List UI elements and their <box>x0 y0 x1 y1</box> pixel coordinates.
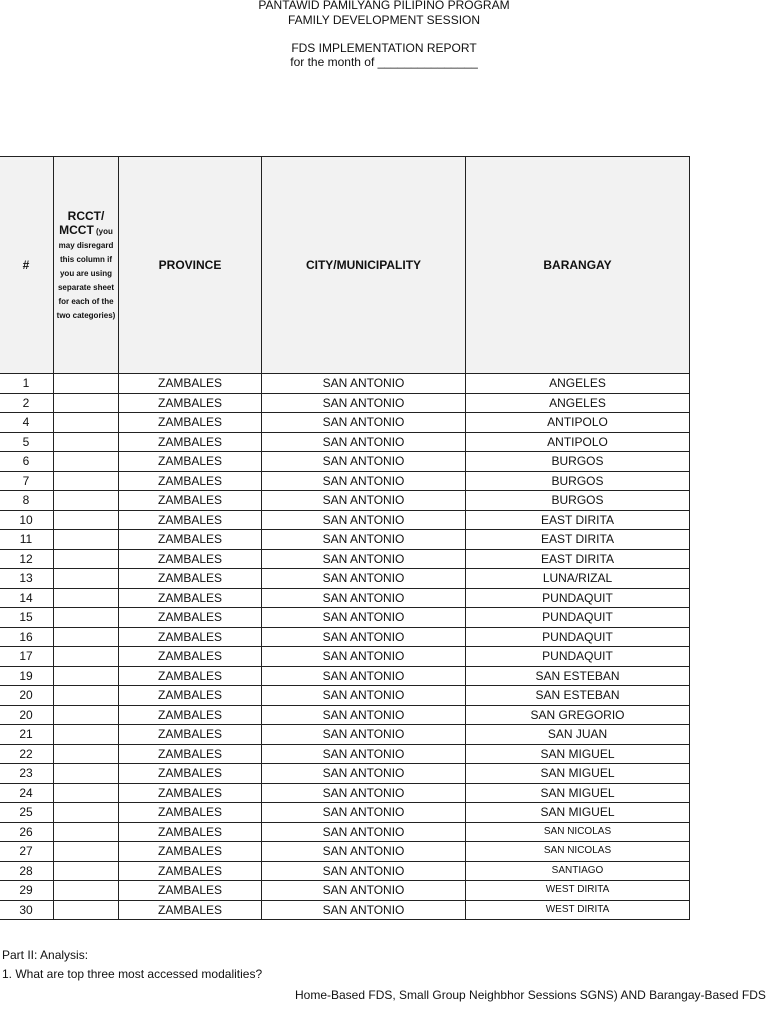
barangay-cell: EAST DIRITA <box>466 549 690 569</box>
city-column-header: CITY/MUNICIPALITY <box>262 157 466 374</box>
table-row <box>0 491 690 511</box>
row-number-cell: 7 <box>0 471 54 491</box>
barangay-cell: SAN MIGUEL <box>466 803 690 823</box>
row-number-cell: 11 <box>0 530 54 550</box>
barangay-cell: SAN MIGUEL <box>466 783 690 803</box>
table-row <box>0 783 690 803</box>
barangay-cell: SAN JUAN <box>466 725 690 745</box>
barangay-cell: ANTIPOLO <box>466 413 690 433</box>
barangay-cell: WEST DIRITA <box>466 881 690 901</box>
table-row <box>0 803 690 823</box>
table-row <box>0 881 690 901</box>
rcct-cell <box>54 647 119 667</box>
rcct-cell <box>54 822 119 842</box>
barangay-cell: SAN NICOLAS <box>466 842 690 862</box>
table-row <box>0 822 690 842</box>
table-row <box>0 842 690 862</box>
city-cell: SAN ANTONIO <box>262 569 466 589</box>
city-cell: SAN ANTONIO <box>262 744 466 764</box>
rcct-cell <box>54 491 119 511</box>
province-cell: ZAMBALES <box>119 452 262 472</box>
rcct-cell <box>54 764 119 784</box>
city-cell: SAN ANTONIO <box>262 432 466 452</box>
barangay-cell: SANTIAGO <box>466 861 690 881</box>
barangay-cell: SAN ESTEBAN <box>466 686 690 706</box>
row-number-cell: 28 <box>0 861 54 881</box>
fds-report-table <box>0 156 690 920</box>
rcct-cell <box>54 510 119 530</box>
city-cell: SAN ANTONIO <box>262 452 466 472</box>
table-header <box>0 157 690 374</box>
row-number-cell: 8 <box>0 491 54 511</box>
rcct-cell <box>54 588 119 608</box>
rcct-cell <box>54 413 119 433</box>
province-cell: ZAMBALES <box>119 510 262 530</box>
barangay-cell: LUNA/RIZAL <box>466 569 690 589</box>
table-row <box>0 764 690 784</box>
province-cell: ZAMBALES <box>119 413 262 433</box>
city-cell: SAN ANTONIO <box>262 530 466 550</box>
table-row <box>0 432 690 452</box>
province-cell: ZAMBALES <box>119 842 262 862</box>
rcct-cell <box>54 608 119 628</box>
rcct-cell <box>54 374 119 394</box>
province-cell: ZAMBALES <box>119 783 262 803</box>
city-cell: SAN ANTONIO <box>262 588 466 608</box>
barangay-cell: BURGOS <box>466 452 690 472</box>
city-cell: SAN ANTONIO <box>262 764 466 784</box>
rcct-column-header <box>54 157 119 374</box>
barangay-cell: BURGOS <box>466 471 690 491</box>
rcct-cell <box>54 900 119 920</box>
row-number-cell: 13 <box>0 569 54 589</box>
row-number-cell: 16 <box>0 627 54 647</box>
row-number-cell: 15 <box>0 608 54 628</box>
num-column-header: # <box>0 157 54 374</box>
header-row <box>0 157 690 374</box>
rcct-cell <box>54 803 119 823</box>
province-cell: ZAMBALES <box>119 803 262 823</box>
row-number-cell: 27 <box>0 842 54 862</box>
rcct-cell <box>54 393 119 413</box>
row-number-cell: 20 <box>0 705 54 725</box>
barangay-cell: SAN GREGORIO <box>466 705 690 725</box>
table-row <box>0 374 690 394</box>
province-cell: ZAMBALES <box>119 608 262 628</box>
barangay-column-header: BARANGAY <box>466 157 690 374</box>
rcct-cell <box>54 705 119 725</box>
row-number-cell: 22 <box>0 744 54 764</box>
row-number-cell: 4 <box>0 413 54 433</box>
province-cell: ZAMBALES <box>119 705 262 725</box>
rcct-cell <box>54 452 119 472</box>
barangay-cell: EAST DIRITA <box>466 530 690 550</box>
rcct-cell <box>54 569 119 589</box>
row-number-cell: 19 <box>0 666 54 686</box>
city-cell: SAN ANTONIO <box>262 374 466 394</box>
table-row <box>0 510 690 530</box>
rcct-cell <box>54 881 119 901</box>
row-number-cell: 23 <box>0 764 54 784</box>
province-cell: ZAMBALES <box>119 881 262 901</box>
city-cell: SAN ANTONIO <box>262 491 466 511</box>
rcct-cell <box>54 861 119 881</box>
city-cell: SAN ANTONIO <box>262 471 466 491</box>
barangay-cell: ANGELES <box>466 374 690 394</box>
city-cell: SAN ANTONIO <box>262 510 466 530</box>
report-title: FDS IMPLEMENTATION REPORT <box>291 41 477 55</box>
table-row <box>0 471 690 491</box>
row-number-cell: 2 <box>0 393 54 413</box>
row-number-cell: 20 <box>0 686 54 706</box>
province-cell: ZAMBALES <box>119 861 262 881</box>
row-number-cell: 25 <box>0 803 54 823</box>
rcct-cell <box>54 725 119 745</box>
rcct-cell <box>54 842 119 862</box>
month-line: for the month of _______________ <box>290 55 478 69</box>
rcct-cell <box>54 627 119 647</box>
barangay-cell: SAN ESTEBAN <box>466 666 690 686</box>
table-row <box>0 744 690 764</box>
table-row <box>0 900 690 920</box>
barangay-cell: WEST DIRITA <box>466 900 690 920</box>
table-body <box>0 374 690 920</box>
analysis-part-label: Part II: Analysis: <box>2 948 89 962</box>
city-cell: SAN ANTONIO <box>262 900 466 920</box>
province-column-header: PROVINCE <box>119 157 262 374</box>
barangay-cell: SAN NICOLAS <box>466 822 690 842</box>
rcct-cell <box>54 744 119 764</box>
province-cell: ZAMBALES <box>119 530 262 550</box>
province-cell: ZAMBALES <box>119 549 262 569</box>
rcct-cell <box>54 471 119 491</box>
barangay-cell: SAN MIGUEL <box>466 764 690 784</box>
rcct-cell <box>54 530 119 550</box>
barangay-cell: EAST DIRITA <box>466 510 690 530</box>
rcct-cell <box>54 686 119 706</box>
table-row <box>0 549 690 569</box>
table-row <box>0 608 690 628</box>
table-row <box>0 413 690 433</box>
province-cell: ZAMBALES <box>119 686 262 706</box>
province-cell: ZAMBALES <box>119 744 262 764</box>
row-number-cell: 6 <box>0 452 54 472</box>
row-number-cell: 5 <box>0 432 54 452</box>
province-cell: ZAMBALES <box>119 764 262 784</box>
province-cell: ZAMBALES <box>119 471 262 491</box>
row-number-cell: 17 <box>0 647 54 667</box>
table-row <box>0 861 690 881</box>
barangay-cell: ANGELES <box>466 393 690 413</box>
barangay-cell: SAN MIGUEL <box>466 744 690 764</box>
barangay-cell: PUNDAQUIT <box>466 647 690 667</box>
city-cell: SAN ANTONIO <box>262 783 466 803</box>
city-cell: SAN ANTONIO <box>262 608 466 628</box>
city-cell: SAN ANTONIO <box>262 549 466 569</box>
table-row <box>0 647 690 667</box>
province-cell: ZAMBALES <box>119 666 262 686</box>
row-number-cell: 21 <box>0 725 54 745</box>
row-number-cell: 12 <box>0 549 54 569</box>
province-cell: ZAMBALES <box>119 588 262 608</box>
province-cell: ZAMBALES <box>119 647 262 667</box>
analysis-question-1: 1. What are top three most accessed modalities? <box>2 967 263 981</box>
row-number-cell: 29 <box>0 881 54 901</box>
rcct-header-label: RCCT/ MCCT <box>59 209 105 237</box>
table-row <box>0 393 690 413</box>
province-cell: ZAMBALES <box>119 822 262 842</box>
province-cell: ZAMBALES <box>119 900 262 920</box>
row-number-cell: 14 <box>0 588 54 608</box>
city-cell: SAN ANTONIO <box>262 666 466 686</box>
table-row <box>0 530 690 550</box>
city-cell: SAN ANTONIO <box>262 842 466 862</box>
rcct-cell <box>54 783 119 803</box>
row-number-cell: 10 <box>0 510 54 530</box>
city-cell: SAN ANTONIO <box>262 803 466 823</box>
city-cell: SAN ANTONIO <box>262 647 466 667</box>
city-cell: SAN ANTONIO <box>262 627 466 647</box>
table-row <box>0 452 690 472</box>
row-number-cell: 30 <box>0 900 54 920</box>
city-cell: SAN ANTONIO <box>262 881 466 901</box>
rcct-header-note: (you may disregard this column if you are using separate sheet for each of the two categories) <box>56 227 116 320</box>
city-cell: SAN ANTONIO <box>262 725 466 745</box>
row-number-cell: 26 <box>0 822 54 842</box>
province-cell: ZAMBALES <box>119 374 262 394</box>
row-number-cell: 24 <box>0 783 54 803</box>
barangay-cell: ANTIPOLO <box>466 432 690 452</box>
city-cell: SAN ANTONIO <box>262 705 466 725</box>
city-cell: SAN ANTONIO <box>262 861 466 881</box>
rcct-cell <box>54 666 119 686</box>
table-row <box>0 588 690 608</box>
rcct-cell <box>54 549 119 569</box>
table-row <box>0 569 690 589</box>
row-number-cell: 1 <box>0 374 54 394</box>
city-cell: SAN ANTONIO <box>262 413 466 433</box>
analysis-answer-1: Home-Based FDS, Small Group Neighbhor Sessions SGNS) AND Barangay-Based FDS <box>295 988 766 1002</box>
rcct-cell <box>54 432 119 452</box>
table-row <box>0 725 690 745</box>
barangay-cell: PUNDAQUIT <box>466 588 690 608</box>
table-row <box>0 686 690 706</box>
province-cell: ZAMBALES <box>119 725 262 745</box>
province-cell: ZAMBALES <box>119 627 262 647</box>
barangay-cell: PUNDAQUIT <box>466 608 690 628</box>
province-cell: ZAMBALES <box>119 569 262 589</box>
program-title: PANTAWID PAMILYANG PILIPINO PROGRAM <box>258 0 510 12</box>
barangay-cell: BURGOS <box>466 491 690 511</box>
province-cell: ZAMBALES <box>119 491 262 511</box>
province-cell: ZAMBALES <box>119 432 262 452</box>
barangay-cell: PUNDAQUIT <box>466 627 690 647</box>
city-cell: SAN ANTONIO <box>262 822 466 842</box>
city-cell: SAN ANTONIO <box>262 686 466 706</box>
session-title: FAMILY DEVELOPMENT SESSION <box>287 13 481 27</box>
table-row <box>0 705 690 725</box>
province-cell: ZAMBALES <box>119 393 262 413</box>
city-cell: SAN ANTONIO <box>262 393 466 413</box>
table-row <box>0 627 690 647</box>
table-row <box>0 666 690 686</box>
